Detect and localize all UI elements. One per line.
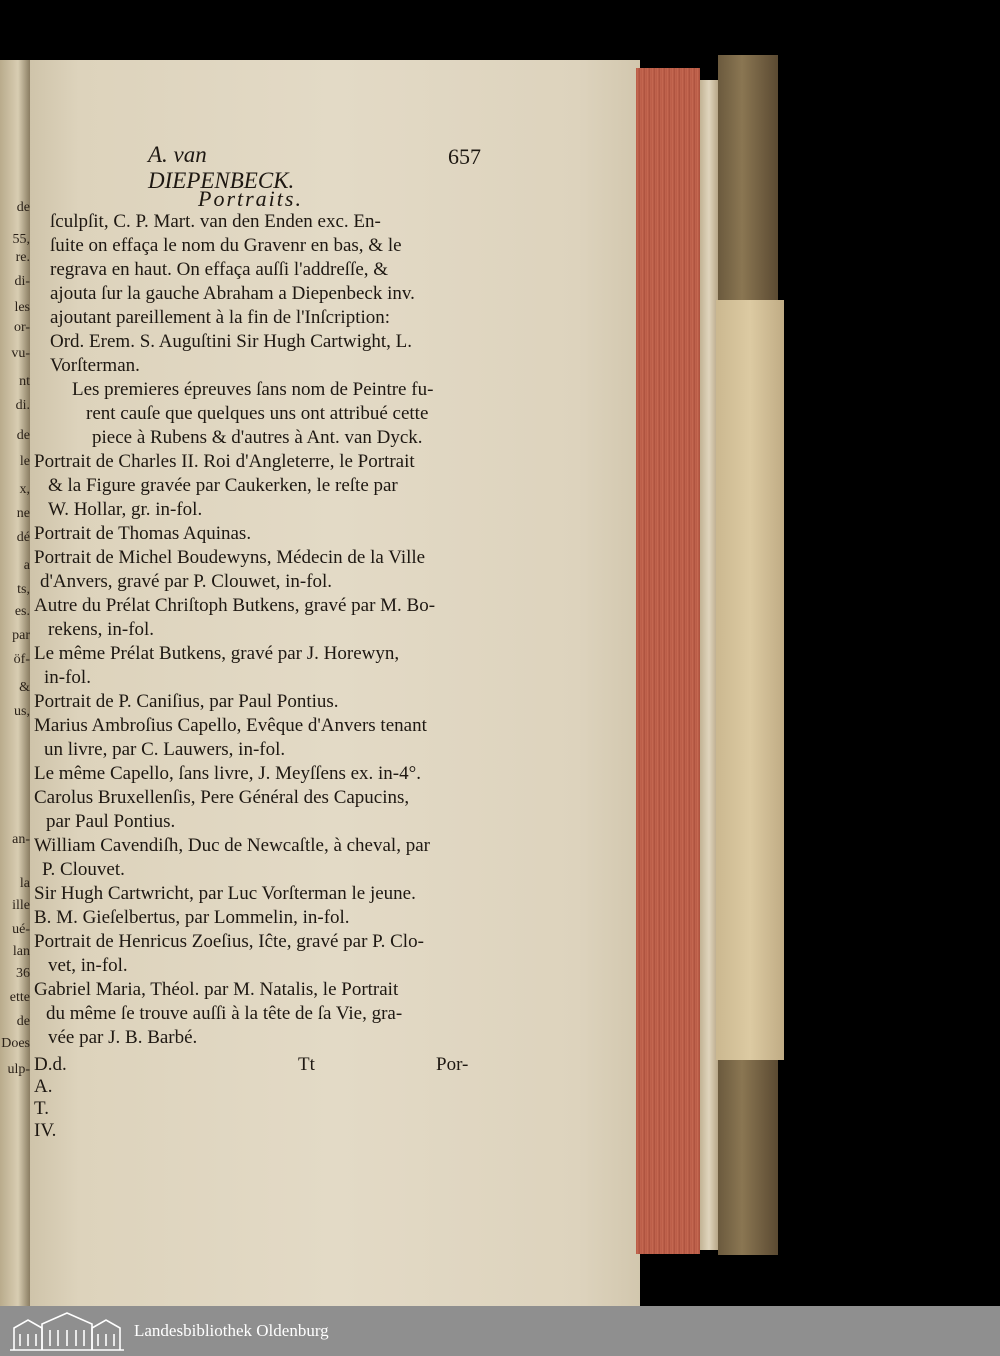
text-line: vet, in-fol.: [48, 955, 128, 976]
left-page-fragment: de: [16, 428, 30, 443]
left-page-fragment: x,: [19, 482, 30, 497]
left-page-fragment: par: [12, 628, 30, 643]
text-line: ſuite on effaça le nom du Gravenr en bas, & le: [50, 235, 402, 256]
text-line: Portrait de P. Caniſius, par Paul Pontius.: [34, 691, 339, 712]
text-line: du même ſe trouve auſſi à la tête de ſa Vie, gra-: [46, 1003, 403, 1024]
text-line: ſculpſit, C. P. Mart. van den Enden exc. En-: [50, 211, 381, 232]
page-number: 657: [448, 144, 481, 169]
left-page-fragment: &: [19, 680, 30, 695]
text-line: William Cavendiſh, Duc de Newcaſtle, à cheval, par: [34, 835, 430, 856]
text-line: ajoutant pareillement à la fin de l'Inſcription:: [50, 307, 391, 328]
text-line: regrava en haut. On effaça auſſi l'addreſſe, &: [50, 259, 389, 280]
left-page-fragment: ille: [12, 898, 30, 913]
catchword: Por-: [436, 1054, 469, 1075]
text-line: Autre du Prélat Chriſtoph Butkens, gravé par M. Bo-: [34, 595, 436, 616]
left-page-fragment: öf-: [13, 652, 30, 667]
left-page-fragment: la: [19, 876, 30, 891]
text-line: Les premieres épreuves ſans nom de Peintre fu-: [72, 379, 434, 400]
footer-bar: [0, 1306, 1000, 1356]
left-page-fragment: 36: [16, 966, 30, 981]
text-line: piece à Rubens & d'autres à Ant. van Dyck.: [92, 427, 423, 448]
text-line: in-fol.: [44, 667, 91, 688]
left-page-fragment: a: [23, 558, 30, 573]
text-line: Le même Prélat Butkens, gravé par J. Horewyn,: [34, 643, 400, 664]
left-page-fragment: re.: [15, 250, 30, 265]
text-line: Ord. Erem. S. Auguſtini Sir Hugh Cartwight, L.: [50, 331, 413, 352]
section-title: Portraits.: [198, 186, 303, 211]
text-line: Portrait de Thomas Aquinas.: [34, 523, 252, 544]
page-edges-red: [636, 68, 700, 1254]
text-line: Sir Hugh Cartwricht, par Luc Vorſterman le jeune.: [34, 883, 416, 904]
left-page-fragment: vu-: [11, 346, 30, 361]
text-line: Portrait de Henricus Zoeſius, Iĉte, gravé par P. Clo-: [34, 931, 424, 952]
signature-mark: D.d. A. T. IV.: [34, 1054, 67, 1141]
text-line: Portrait de Michel Boudewyns, Médecin de la Ville: [34, 547, 426, 568]
signature-letter: Tt: [298, 1054, 315, 1075]
left-page-fragment: ué-: [12, 922, 30, 937]
text-line: rekens, in-fol.: [48, 619, 155, 640]
left-page-fragment: lan: [12, 944, 30, 959]
left-page-fragment: 55,: [12, 232, 30, 247]
left-page-fragment: an-: [12, 832, 30, 847]
left-page-fragment: ts,: [17, 582, 30, 597]
library-building-icon: [8, 1310, 126, 1352]
left-page-fragment: les: [14, 300, 30, 315]
text-line: ajouta ſur la gauche Abraham a Diepenbeck inv.: [50, 283, 415, 304]
left-page-fragment: ulp-: [7, 1062, 30, 1077]
left-page-fragment: di.: [15, 398, 30, 413]
text-line: Le même Capello, ſans livre, J. Meyſſens ex. in-4°.: [34, 763, 421, 784]
left-page-fragment: de: [16, 200, 30, 215]
text-line: par Paul Pontius.: [46, 811, 176, 832]
text-line: W. Hollar, gr. in-fol.: [48, 499, 203, 520]
left-page-fragment: le: [19, 454, 30, 469]
left-page-fragment: us,: [14, 704, 30, 719]
left-page-fragment: ette: [9, 990, 30, 1005]
text-line: Vorſterman.: [50, 355, 140, 376]
text-line: un livre, par C. Lauwers, in-fol.: [44, 739, 286, 760]
text-line: P. Clouvet.: [42, 859, 125, 880]
book-cover-light: [716, 300, 784, 1060]
left-page-fragment: Does: [1, 1036, 30, 1051]
running-head: A. van DIEPENBECK.: [148, 142, 295, 193]
text-line: rent cauſe que quelques uns ont attribué cette: [86, 403, 429, 424]
left-page-fragment: es.: [14, 604, 30, 619]
left-page-fragment: di-: [14, 274, 30, 289]
text-line: Marius Ambroſius Capello, Evêque d'Anvers tenant: [34, 715, 427, 736]
text-line: Gabriel Maria, Théol. par M. Natalis, le Portrait: [34, 979, 399, 1000]
text-line: d'Anvers, gravé par P. Clouwet, in-fol.: [40, 571, 333, 592]
left-page-fragment: nt: [19, 374, 30, 389]
library-name: Landesbibliothek Oldenburg: [134, 1321, 329, 1340]
text-line: B. M. Gieſelbertus, par Lommelin, in-fol.: [34, 907, 350, 928]
text-line: Portrait de Charles II. Roi d'Angleterre, le Portrait: [34, 451, 415, 472]
left-page-fragment: dé: [16, 530, 30, 545]
text-line: vée par J. B. Barbé.: [48, 1027, 198, 1048]
left-page-fragment: or-: [13, 320, 30, 335]
left-page-fragment: ne: [16, 506, 30, 521]
text-line: & la Figure gravée par Caukerken, le reſte par: [48, 475, 398, 496]
left-page-fragment: de: [16, 1014, 30, 1029]
text-line: Carolus Bruxellenſis, Pere Général des Capucins,: [34, 787, 410, 808]
